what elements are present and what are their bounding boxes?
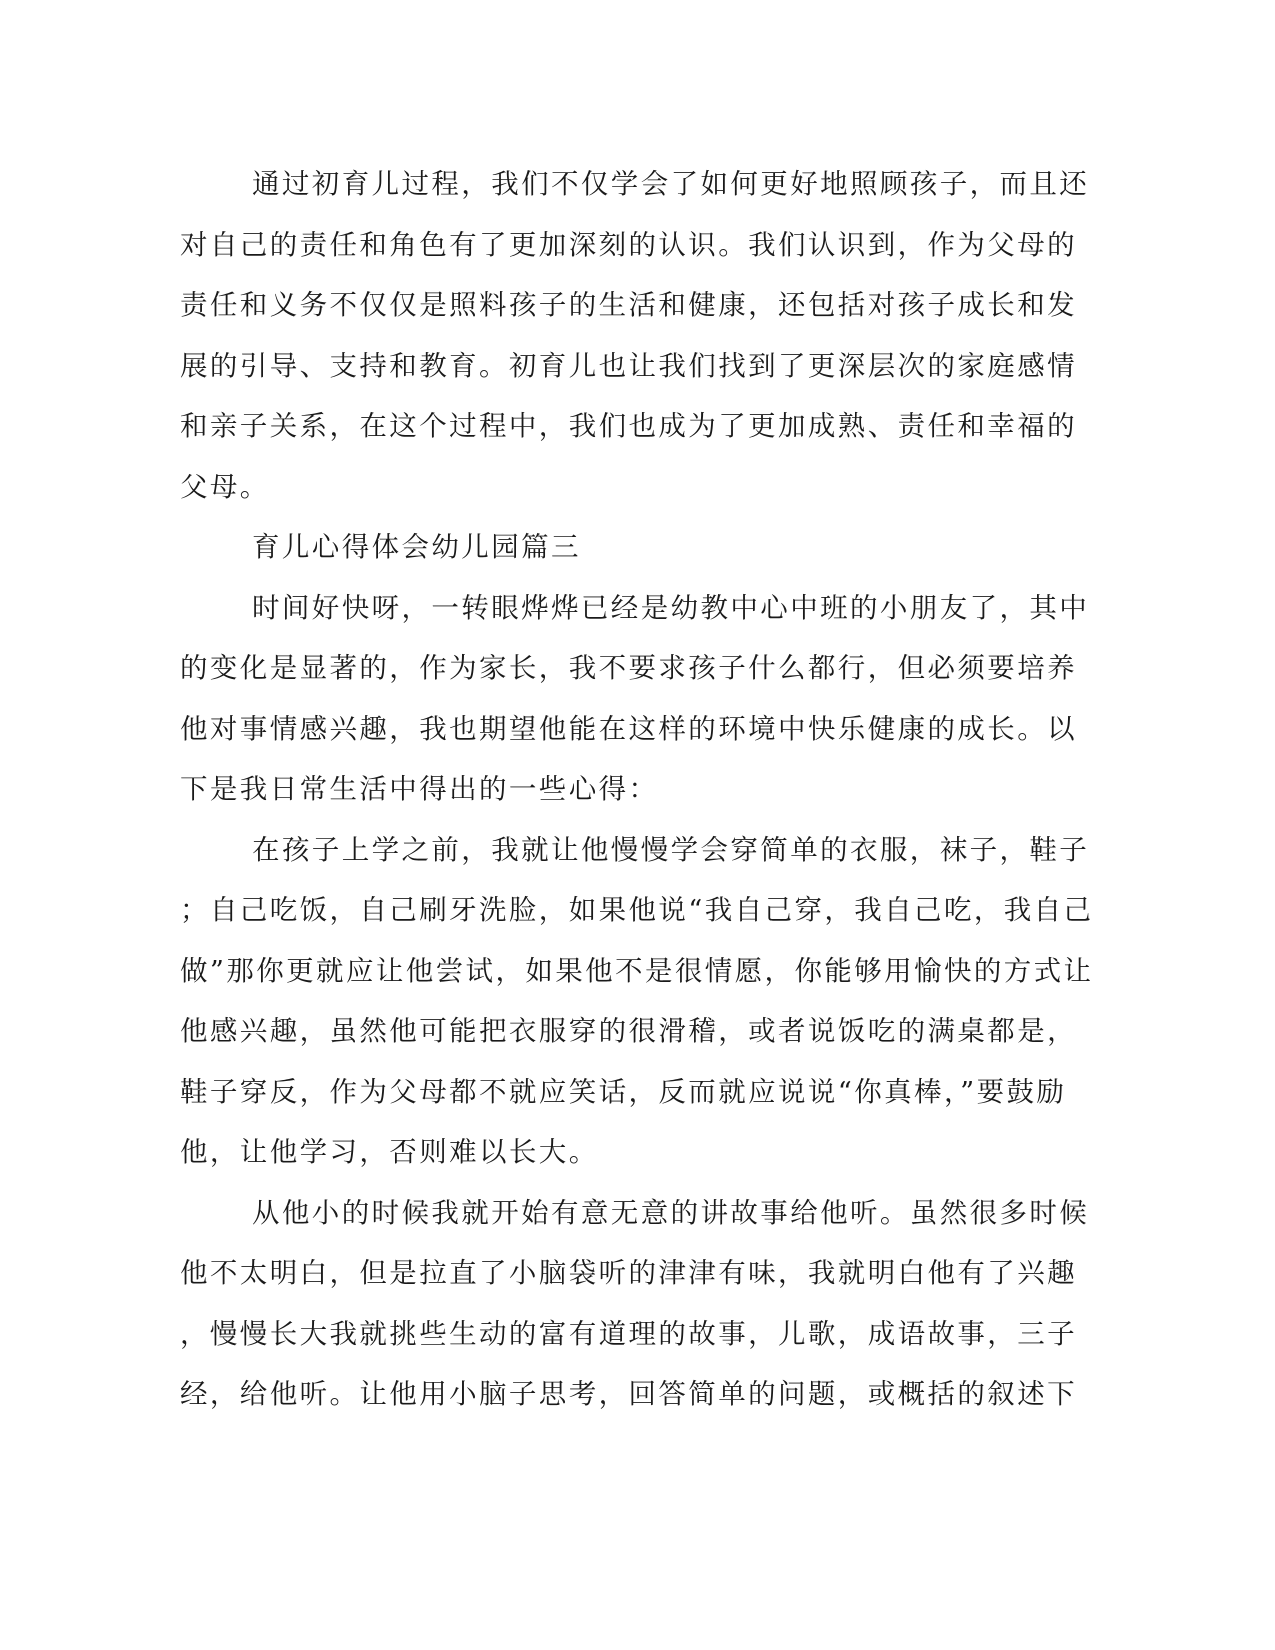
text-line: ，慢慢长大我就挑些生动的富有道理的故事，儿歌，成语故事，三子 [180, 1317, 1077, 1350]
text-line: 展的引导、支持和教育。初育儿也让我们找到了更深层次的家庭感情 [180, 349, 1077, 382]
text-line: 时间好快呀，一转眼烨烨已经是幼教中心中班的小朋友了，其中 [252, 591, 1090, 624]
text-line: 经，给他听。让他用小脑子思考，回答简单的问题，或概括的叙述下 [180, 1378, 1077, 1410]
text-line: 下是我日常生活中得出的一些心得： [180, 773, 659, 805]
text-line: 的变化是显著的，作为家长，我不要求孩子什么都行，但必须要培养 [180, 652, 1077, 684]
text-line: 父母。 [180, 470, 270, 503]
section-heading: 育儿心得体会幼儿园篇三 [252, 531, 581, 563]
text-line: 对自己的责任和角色有了更加深刻的认识。我们认识到，作为父母的 [180, 228, 1077, 261]
text-line: 做”那你更就应让他尝试，如果他不是很情愿，你能够用愉快的方式让 [180, 954, 1094, 987]
text-line: 通过初育儿过程，我们不仅学会了如何更好地照顾孩子，而且还 [252, 168, 1090, 200]
text-line: 从他小的时候我就开始有意无意的讲故事给他听。虽然很多时候 [252, 1196, 1090, 1229]
text-line: 他，让他学习，否则难以长大。 [180, 1136, 599, 1168]
text-line: 他感兴趣，虽然他可能把衣服穿的很滑稽，或者说饭吃的满桌都是， [180, 1015, 1077, 1047]
text-line: 和亲子关系，在这个过程中，我们也成为了更加成熟、责任和幸福的 [180, 410, 1077, 442]
body-text [180, 154, 1094, 1425]
text-line: 责任和义务不仅仅是照料孩子的生活和健康，还包括对孩子成长和发 [180, 289, 1077, 321]
text-line: 在孩子上学之前，我就让他慢慢学会穿简单的衣服，袜子，鞋子 [252, 833, 1090, 866]
text-line: 他对事情感兴趣，我也期望他能在这样的环境中快乐健康的成长。以 [180, 712, 1077, 745]
text-line: 他不太明白，但是拉直了小脑袋听的津津有味，我就明白他有了兴趣 [180, 1257, 1077, 1289]
text-line: ；自己吃饭，自己刷牙洗脸，如果他说“我自己穿，我自己吃，我自己 [180, 894, 1094, 926]
text-line: 鞋子穿反，作为父母都不就应笑话，反而就应说说“你真棒，”要鼓励 [180, 1075, 1067, 1108]
